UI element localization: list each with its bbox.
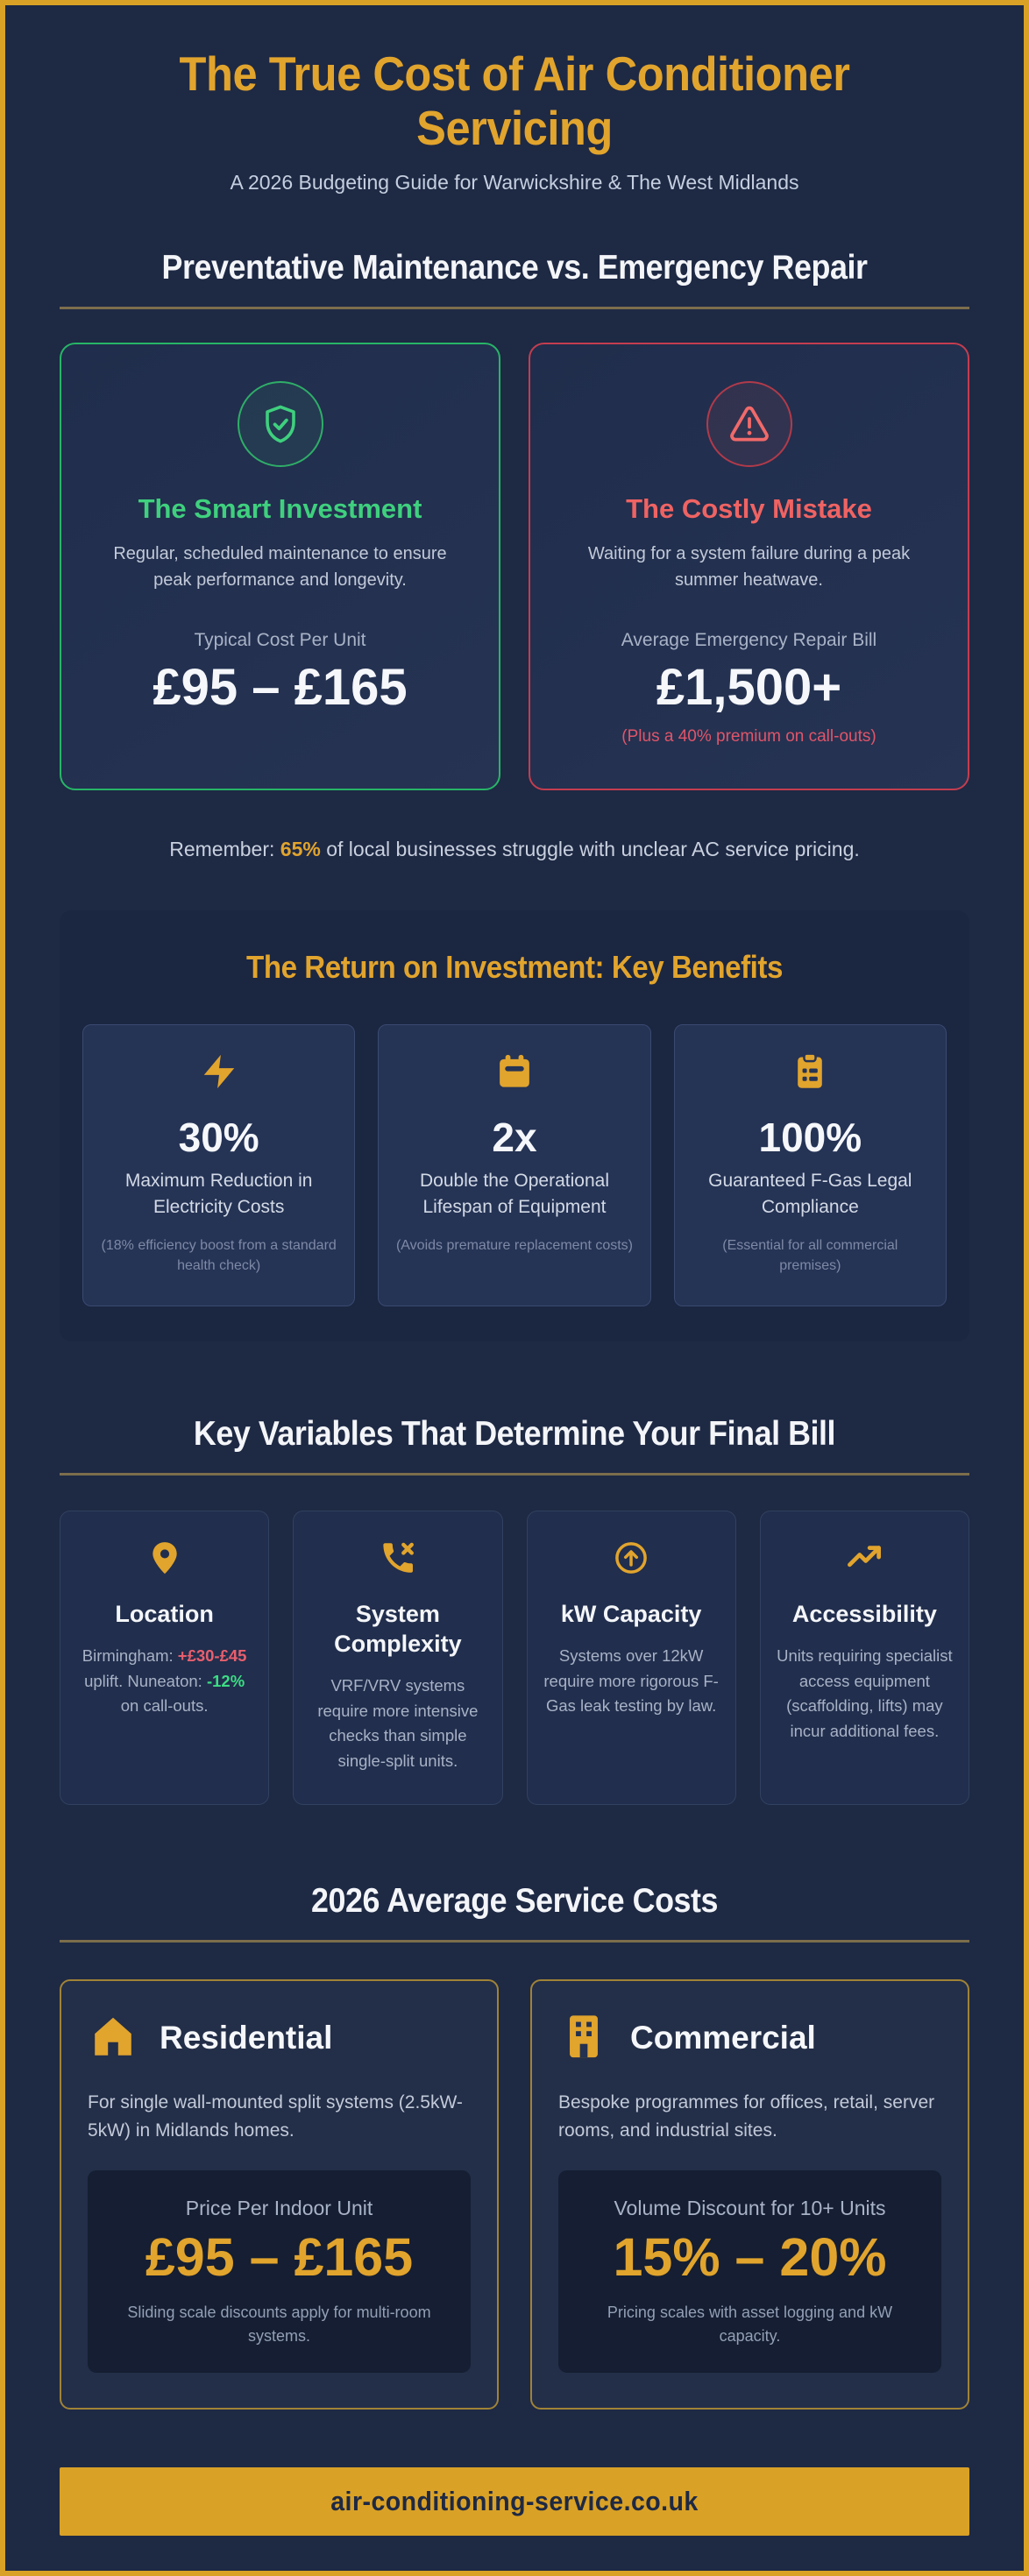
section-roi xyxy=(60,910,969,1341)
residential-price-box xyxy=(88,2170,471,2373)
roi-value: 30% xyxy=(178,1115,259,1161)
footer-domain-bar xyxy=(60,2467,969,2536)
comparison-grid xyxy=(60,343,969,790)
costly-mistake-card xyxy=(529,343,969,790)
costly-card-stat-note: (Plus a 40% premium on call-outs) xyxy=(621,727,876,747)
section-comparison xyxy=(60,249,969,861)
variable-title: System Complexity xyxy=(334,1601,462,1658)
roi-card-compliance xyxy=(674,1024,947,1306)
roi-card-lifespan xyxy=(378,1024,650,1306)
costly-card-stat-label: Average Emergency Repair Bill xyxy=(621,630,877,651)
reminder-text xyxy=(60,838,969,861)
location-text: uplift. Nuneaton: xyxy=(84,1671,207,1690)
location-uplift-value: +£30-£45 xyxy=(177,1646,247,1666)
variable-card-complexity xyxy=(293,1511,502,1804)
price-value: £95 – £165 xyxy=(145,2226,414,2287)
commercial-description: Bespoke programmes for offices, retail, server rooms, and industrial sites. xyxy=(558,2091,935,2141)
calendar-icon xyxy=(494,1080,535,1095)
roi-value: 2x xyxy=(492,1115,537,1161)
page-title: The True Cost of Air Conditioner Servicing xyxy=(179,46,850,155)
variable-title: Location xyxy=(115,1601,214,1628)
footer xyxy=(60,2467,969,2536)
arrow-up-circle-icon xyxy=(613,1565,649,1580)
commercial-card xyxy=(530,1979,969,2410)
costs-heading: 2026 Average Service Costs xyxy=(310,1881,719,1920)
roi-grid xyxy=(82,1024,947,1306)
residential-card xyxy=(60,1979,499,2410)
residential-description: For single wall-mounted split systems (2.5kW-5kW) in Midlands homes. xyxy=(88,2091,463,2141)
house-icon xyxy=(88,2011,138,2066)
building-icon xyxy=(558,2011,609,2066)
variable-card-accessibility xyxy=(760,1511,969,1804)
trending-up-icon xyxy=(846,1565,883,1580)
location-text: Birmingham: xyxy=(82,1646,178,1666)
comparison-heading: Preventative Maintenance vs. Emergency Repair xyxy=(161,249,868,287)
costly-card-title: The Costly Mistake xyxy=(626,493,872,525)
commercial-title: Commercial xyxy=(630,2020,816,2056)
price-label: Volume Discount for 10+ Units xyxy=(614,2196,886,2219)
costly-card-stat-value: £1,500+ xyxy=(656,659,842,717)
costs-grid xyxy=(60,1979,969,2410)
residential-card-header xyxy=(88,2011,471,2066)
roi-note: (Essential for all commercial premises) xyxy=(722,1237,898,1274)
commercial-card-header xyxy=(558,2011,941,2066)
reminder-stat: 65% xyxy=(280,838,321,861)
variable-title: kW Capacity xyxy=(560,1601,702,1628)
price-value: 15% – 20% xyxy=(613,2226,887,2287)
section-divider xyxy=(60,1473,969,1476)
smart-card-description: Regular, scheduled maintenance to ensure peak performance and longevity. xyxy=(113,544,447,591)
smart-card-title: The Smart Investment xyxy=(138,493,422,525)
shield-check-icon xyxy=(238,381,323,467)
footer-domain: air-conditioning-service.co.uk xyxy=(330,2485,699,2516)
variable-card-capacity xyxy=(527,1511,736,1804)
price-note: Sliding scale discounts apply for multi-room systems. xyxy=(127,2303,431,2345)
roi-heading: The Return on Investment: Key Benefits xyxy=(246,949,783,986)
page-subtitle: A 2026 Budgeting Guide for Warwickshire & The West Midlands xyxy=(230,171,799,195)
smart-card-stat-label: Typical Cost Per Unit xyxy=(194,630,366,651)
lightning-icon xyxy=(199,1080,239,1095)
variable-card-location xyxy=(60,1511,269,1804)
price-note: Pricing scales with asset logging and kW capacity. xyxy=(607,2303,893,2345)
roi-note: (18% efficiency boost from a standard health check) xyxy=(101,1237,337,1274)
header xyxy=(60,47,969,195)
roi-value: 100% xyxy=(758,1115,862,1161)
clipboard-icon xyxy=(790,1080,830,1095)
variables-heading: Key Variables That Determine Your Final Bill xyxy=(193,1415,836,1454)
variable-text: Systems over 12kW require more rigorous F-Gas leak testing by law. xyxy=(543,1646,719,1716)
location-discount-value: -12% xyxy=(206,1671,245,1690)
variable-text xyxy=(76,1644,252,1719)
smart-card-stat-value: £95 – £165 xyxy=(153,659,408,717)
section-divider xyxy=(60,1940,969,1943)
roi-note: (Avoids premature replacement costs) xyxy=(395,1237,634,1253)
variable-text: VRF/VRV systems require more intensive checks than simple single-split units. xyxy=(317,1675,479,1770)
smart-investment-card xyxy=(60,343,500,790)
variable-title: Accessibility xyxy=(791,1601,937,1628)
reminder-suffix: of local businesses struggle with unclear AC service pricing. xyxy=(320,838,860,861)
warning-triangle-icon xyxy=(706,381,792,467)
variable-text: Units requiring specialist access equipment (scaffolding, lifts) may incur additional fees. xyxy=(777,1646,953,1741)
roi-label: Double the Operational Lifespan of Equipment xyxy=(420,1171,609,1217)
variables-grid xyxy=(60,1511,969,1804)
commercial-price-box xyxy=(558,2170,941,2373)
roi-label: Maximum Reduction in Electricity Costs xyxy=(124,1171,313,1217)
section-costs xyxy=(60,1882,969,2410)
residential-title: Residential xyxy=(160,2020,333,2056)
section-divider xyxy=(60,307,969,309)
phone-x-icon xyxy=(380,1565,416,1580)
location-text: on call-outs. xyxy=(120,1696,209,1716)
reminder-prefix: Remember: xyxy=(169,838,280,861)
costly-card-description: Waiting for a system failure during a peak summer heatwave. xyxy=(587,544,911,591)
price-label: Price Per Indoor Unit xyxy=(185,2196,373,2219)
section-variables xyxy=(60,1415,969,1804)
roi-card-electricity xyxy=(82,1024,355,1306)
map-pin-icon xyxy=(146,1565,183,1580)
roi-label: Guaranteed F-Gas Legal Compliance xyxy=(708,1171,912,1217)
